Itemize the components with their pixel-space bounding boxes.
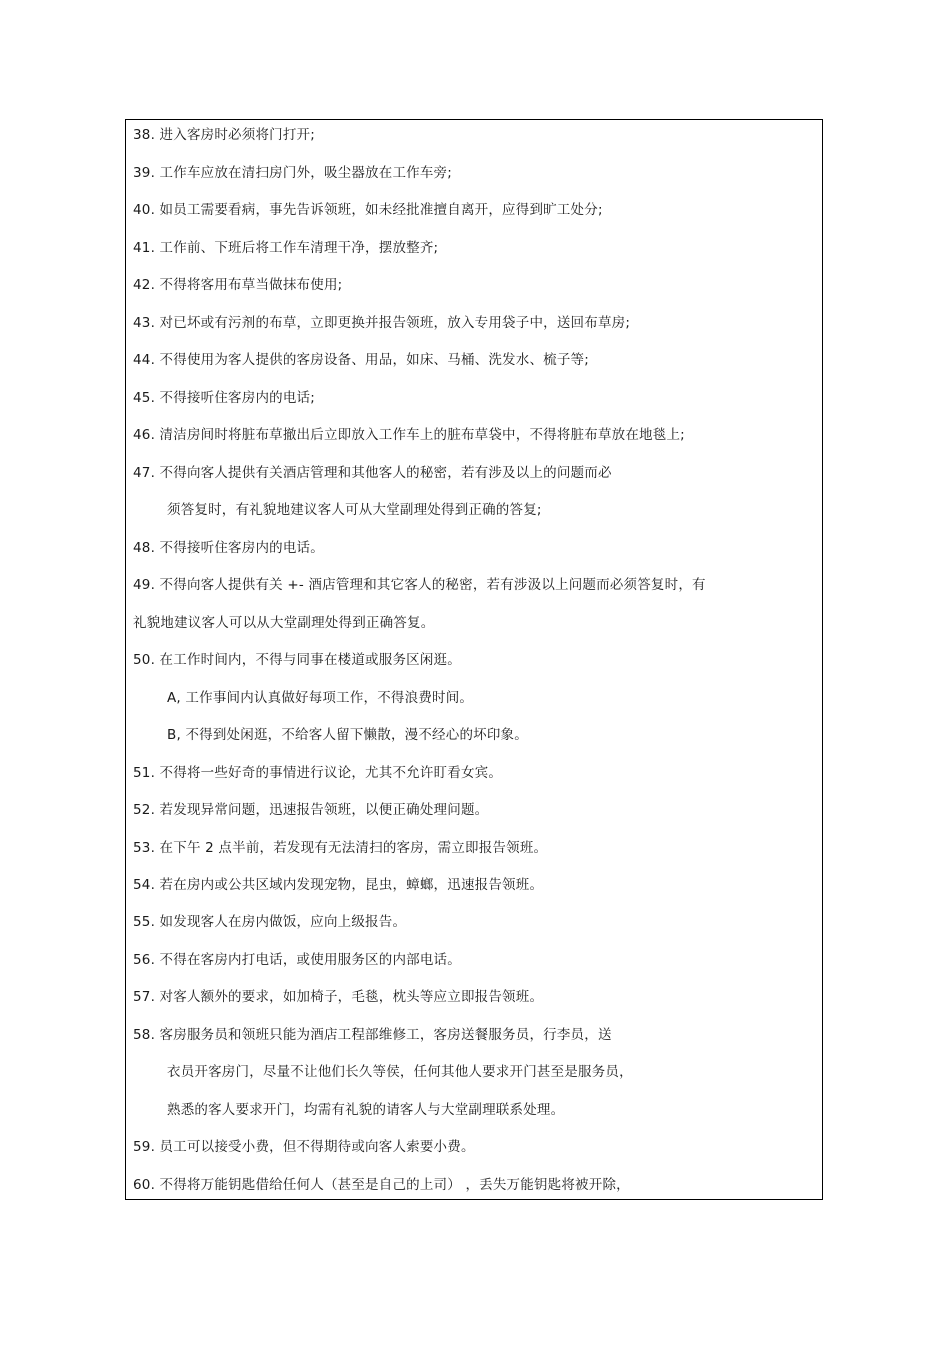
rule-item-41: 41. 工作前、下班后将工作车清理干净，摆放整齐; xyxy=(133,240,439,256)
rule-item-57: 57. 对客人额外的要求，如加椅子，毛毯，枕头等应立即报告领班。 xyxy=(133,989,544,1005)
rule-item-49: 49. 不得向客人提供有关 +- 酒店管理和其它客人的秘密，若有涉汲以上问题而必须答复时，有 xyxy=(133,577,706,593)
rule-item-59: 59. 员工可以接受小费，但不得期待或向客人索要小费。 xyxy=(133,1139,475,1155)
rule-item-47: 47. 不得向客人提供有关酒店管理和其他客人的秘密，若有涉及以上的问题而必 xyxy=(133,465,612,481)
rule-item-53: 53. 在下午 2 点半前，若发现有无法清扫的客房，需立即报告领班。 xyxy=(133,840,548,856)
rule-item-48: 48. 不得接听住客房内的电话。 xyxy=(133,540,324,556)
rule-item-47-continued: 须答复时，有礼貌地建议客人可从大堂副理处得到正确的答复; xyxy=(167,502,542,518)
rule-item-50: 50. 在工作时间内，不得与同事在楼道或服务区闲逛。 xyxy=(133,652,461,668)
rule-item-54: 54. 若在房内或公共区域内发现宠物，昆虫，蟑螂，迅速报告领班。 xyxy=(133,877,544,893)
rule-item-38: 38. 进入客房时必须将门打开; xyxy=(133,127,316,143)
rule-item-43: 43. 对已坏或有污剂的布草，立即更换并报告领班，放入专用袋子中，送回布草房; xyxy=(133,315,631,331)
rule-item-58-continued-1: 衣员开客房门，尽量不让他们长久等侯，任何其他人要求开门甚至是服务员， xyxy=(167,1064,633,1080)
rule-item-58-continued-2: 熟悉的客人要求开门，均需有礼貌的请客人与大堂副理联系处理。 xyxy=(167,1102,565,1118)
rule-item-60: 60. 不得将万能钥匙借给任何人（甚至是自己的上司） ，丢失万能钥匙将被开除， xyxy=(133,1177,630,1193)
rule-item-55: 55. 如发现客人在房内做饭，应向上级报告。 xyxy=(133,914,407,930)
rule-item-45: 45. 不得接听住客房内的电话; xyxy=(133,390,316,406)
rule-item-46: 46. 清洁房间时将脏布草撤出后立即放入工作车上的脏布草袋中，不得将脏布草放在地毯上; xyxy=(133,427,685,443)
rule-item-50-b: B, 不得到处闲逛，不给客人留下懒散，漫不经心的坏印象。 xyxy=(167,727,528,743)
rule-item-39: 39. 工作车应放在清扫房门外，吸尘器放在工作车旁; xyxy=(133,165,453,181)
rule-item-52: 52. 若发现异常问题，迅速报告领班，以便正确处理问题。 xyxy=(133,802,489,818)
rule-item-56: 56. 不得在客房内打电话，或使用服务区的内部电话。 xyxy=(133,952,461,968)
rule-item-50-a: A, 工作事间内认真做好每项工作，不得浪费时间。 xyxy=(167,690,474,706)
rule-item-51: 51. 不得将一些好奇的事情进行议论，尤其不允许盯看女宾。 xyxy=(133,765,503,781)
rule-item-49-continued: 礼貌地建议客人可以从大堂副理处得到正确答复。 xyxy=(133,615,435,631)
rule-item-40: 40. 如员工需要看病，事先告诉领班，如未经批准擅自离开，应得到旷工处分; xyxy=(133,202,603,218)
rule-item-58: 58. 客房服务员和领班只能为酒店工程部维修工，客房送餐服务员，行李员，送 xyxy=(133,1027,612,1043)
rule-item-42: 42. 不得将客用布草当做抹布使用; xyxy=(133,277,343,293)
rule-item-44: 44. 不得使用为客人提供的客房设备、用品，如床、马桶、洗发水、梳子等; xyxy=(133,352,590,368)
